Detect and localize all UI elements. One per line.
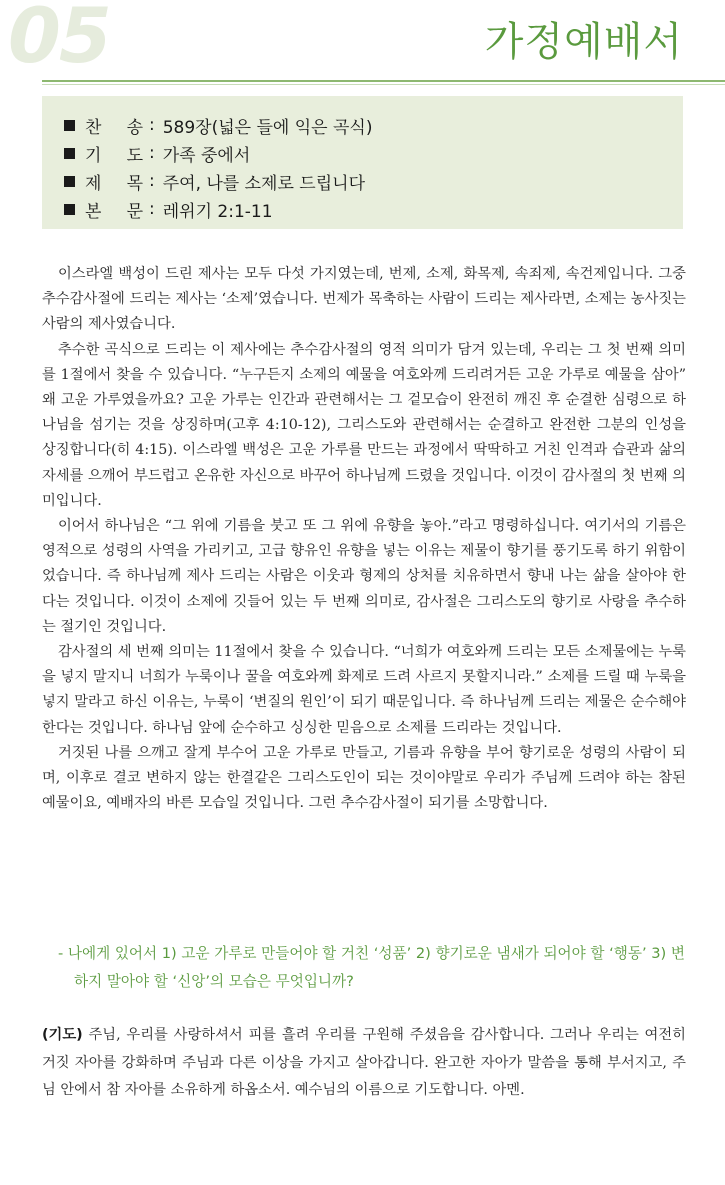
prayer-paragraph — [42, 1022, 686, 1105]
info-colon: : — [149, 115, 155, 135]
page-title: 가정예배서 — [484, 19, 683, 65]
body-paragraph: 이어서 하나님은 “그 위에 기름을 붓고 또 그 위에 유향을 놓아.”라고 명령하십니다. 여기서의 기름은 영적으로 성령의 사역을 가리키고, 고급 향유인 유향을 넣는 이유는 제물이 향기를 풍기도록 하기 위함이었습니다. 즉 하나님께 제사 드리는 사람은 이웃과 형제의 상처를 치유하면서 향내 나는 삶을 살아야 한다는 것입니다. 이것이 소제에 깃들어 있는 두 번째 의미로, 감사절은 그리스도의 향기로 사랑을 추수하는 절기인 것입니다. — [42, 518, 686, 635]
square-bullet-icon — [64, 176, 75, 187]
info-row-scripture — [64, 195, 683, 223]
info-row-title — [64, 167, 683, 195]
body-paragraph: 이스라엘 백성이 드린 제사는 모두 다섯 가지였는데, 번제, 소제, 화목제, 속죄제, 속건제입니다. 그중 추수감사절에 드리는 제사는 ‘소제’였습니다. 번제가 목축하는 사람이 드리는 제사라면, 소제는 농사짓는 사람의 제사였습니다. — [42, 266, 686, 333]
info-colon: : — [149, 171, 155, 191]
prayer-label: (기도) — [42, 1027, 83, 1043]
sermon-body — [42, 262, 686, 816]
title-divider-thin — [42, 84, 725, 85]
info-row-hymn — [64, 111, 683, 139]
closing-prayer — [42, 1022, 686, 1105]
body-paragraph: 거짓된 나를 으깨고 잘게 부수어 고운 가루로 만들고, 기름과 유향을 부어 향기로운 성령의 사람이 되며, 이후로 결코 변하지 않는 한결같은 그리스도인이 되는 것이야말로 우리가 주님께 드려야 하는 참된 예물이요, 예배자의 바른 모습일 것입니다. 그런 추수감사절이 되기를 소망합니다. — [42, 744, 686, 812]
square-bullet-icon — [64, 120, 75, 131]
worship-info-box — [42, 96, 683, 229]
info-value: 589장(넓은 들에 익은 곡식) — [162, 117, 373, 138]
info-value: 레위기 2:1-11 — [162, 201, 273, 222]
info-value: 주여, 나를 소제로 드립니다 — [162, 173, 365, 194]
reflection-question — [58, 940, 688, 996]
info-label: 찬 송 — [85, 117, 143, 138]
info-label: 기 도 — [85, 145, 143, 166]
info-colon: : — [149, 143, 155, 163]
body-paragraph: 추수한 곡식으로 드리는 이 제사에는 추수감사절의 영적 의미가 담겨 있는데, 우리는 그 첫 번째 의미를 1절에서 찾을 수 있습니다. “누구든지 소제의 예물을 여호와께 드리려거든 고운 가루로 예물을 삼아” 왜 고운 가루였을까요? 고운 가루는 인간과 관련해서는 그 겉모습이 완전히 깨진 후 순결한 심령으로 하나님을 섬기는 것을 상징하며(고후 4:10-12), 그리스도와 관련해서는 순결하고 완전한 그분의 인성을 상징합니다(히 4:15). 이스라엘 백성은 고운 가루를 만드는 과정에서 딱딱하고 거친 인격과 습관과 삶의 자세를 으깨어 부드럽고 온유한 자신으로 바꾸어 하나님께 드렸을 것입니다. 이것이 감사절의 첫 번째 의미입니다. — [42, 341, 686, 509]
info-label: 본 문 — [85, 201, 143, 222]
title-divider — [42, 80, 725, 82]
square-bullet-icon — [64, 204, 75, 215]
info-value: 가족 중에서 — [162, 145, 251, 166]
prayer-text: 주님, 우리를 사랑하셔서 피를 흘려 우리를 구원해 주셨음을 감사합니다. 그러나 우리는 여전히 거짓 자아를 강화하며 주님과 다른 이상을 가지고 살아갑니다. 완고한 자아가 말씀을 통해 부서지고, 주님 안에서 참 자아를 소유하게 하옵소서. 예수님의 이름으로 기도합니다. 아멘. — [42, 1027, 686, 1098]
question-text: - 나에게 있어서 1) 고운 가루로 만들어야 할 거친 ‘성품’ 2) 향기로운 냄새가 되어야 할 ‘행동’ 3) 변하지 말아야 할 ‘신앙’의 모습은 무엇입니까? — [58, 945, 685, 990]
info-row-prayer — [64, 139, 683, 167]
page-number: 05 — [8, 0, 110, 80]
info-colon: : — [149, 199, 155, 219]
square-bullet-icon — [64, 148, 75, 159]
info-label: 제 목 — [85, 173, 143, 194]
body-paragraph: 감사절의 세 번째 의미는 11절에서 찾을 수 있습니다. “너희가 여호와께 드리는 모든 소제물에는 누룩을 넣지 말지니 너희가 누룩이나 꿀을 여호와께 화제로 드려 사르지 못할지니라.” 소제를 드릴 때 누룩을 넣지 말라고 하신 이유는, 누룩이 ‘변질의 원인’이 되기 때문입니다. 즉 하나님께 드리는 제물은 순수해야 한다는 것입니다. 하나님 앞에 순수하고 싱싱한 믿음으로 소제를 드리라는 것입니다. — [42, 644, 686, 736]
